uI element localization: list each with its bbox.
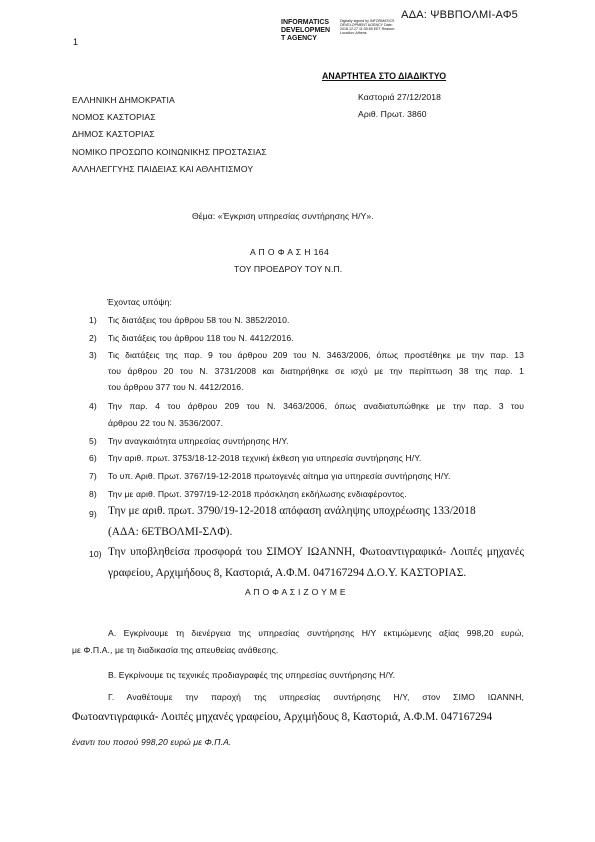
list-item: Το υπ. Αριθ. Πρωτ. 3767/19-12-2018 πρωτογενές αίτημα για υπηρεσία συντήρησης Η/Υ.: [108, 471, 451, 481]
publish-note: ΑΝΑΡΤΗΤΕΑ ΣΤΟ ΔΙΑΔΙΚΤΥΟ: [322, 71, 447, 81]
list-item-continued: γραφείου, Αρχιμήδους 8, Καστοριά, Α.Φ.Μ. 047167294 Δ.Ο.Υ. ΚΑΣΤΟΡΙΑΣ.: [108, 567, 467, 579]
paragraph-b: Β. Εγκρίνουμε τις τεχνικές προδιαγραφές της υπηρεσίας συντήρησης Η/Υ.: [108, 670, 396, 680]
issuer-line: ΝΟΜΙΚΟ ΠΡΟΣΩΠΟ ΚΟΙΝΩΝΙΚΗΣ ΠΡΟΣΤΑΣΙΑΣ: [72, 146, 267, 157]
list-item: Την παρ. 4 του άρθρου 209 του Ν. 3463/2006, όπως αναδιατυπώθηκε με την παρ. 3 του: [108, 401, 524, 411]
item-number: 2): [89, 333, 97, 343]
item-number: 10): [89, 549, 102, 559]
item-number: 4): [89, 401, 97, 411]
issuer-line: ΑΛΛΗΛΕΓΓΥΗΣ ΠΑΙΔΕΙΑΣ ΚΑΙ ΑΘΛΗΤΙΣΜΟΥ: [72, 163, 254, 174]
signature-organization: INFORMATICS DEVELOPMEN T AGENCY: [281, 19, 331, 42]
protocol-line: Αριθ. Πρωτ. 3860: [358, 109, 427, 119]
issuer-line: ΔΗΜΟΣ ΚΑΣΤΟΡΙΑΣ: [72, 129, 155, 140]
list-item: Την υποβληθείσα προσφορά του ΣΙΜΟΥ ΙΩΑΝΝΗ, Φωτοαντιγραφικά- Λοιπές μηχανές: [108, 546, 524, 558]
having-considered: Έχοντας υπόψη:: [107, 297, 172, 307]
list-item-continued: άρθρου 22 του Ν. 3536/2007.: [108, 418, 224, 428]
list-item-continued: (ΑΔΑ: 6ΕΤΒΟΛΜΙ-ΣΛΦ).: [108, 526, 233, 538]
item-number: 8): [89, 489, 97, 499]
paragraph-c-continued: Φωτοαντιγραφικά- Λοιπές μηχανές γραφείου, Αρχιμήδους 8, Καστοριά, Α.Φ.Μ. 047167294: [72, 711, 493, 723]
item-number: 1): [89, 315, 97, 325]
date-line: Καστοριά 27/12/2018: [358, 92, 442, 102]
decision-subtitle: ΤΟΥ ΠΡΟΕΔΡΟΥ ΤΟΥ Ν.Π.: [234, 264, 343, 274]
paragraph-a-continued: με Φ.Π.Α., με τη διαδικασία της απευθείας ανάθεσης.: [72, 645, 279, 655]
list-item-continued: του άρθρου 20 του Ν. 3731/2008 και διατηρήθηκε σε ισχύ με την περίπτωση 38 της παρ. 1: [108, 366, 524, 376]
page-number: 1: [73, 37, 79, 47]
signature-details: Digitally signed by INFORMATICS DEVELOPMENT AGENCY Date: 2018.12.27 11:35:55 EET Reason: Location: Athens: [340, 19, 396, 35]
item-number: 3): [89, 350, 97, 360]
decision-title: Α Π Ο Φ Α Σ Η 164: [250, 247, 330, 257]
paragraph-c-continued: έναντι του ποσού 998,20 ευρώ με Φ.Π.Α.: [72, 737, 232, 747]
we-decide-heading: Α Π Ο Φ Α Σ Ι Ζ Ο Υ Μ Ε: [245, 587, 346, 597]
paragraph-a: Α. Εγκρίνουμε τη διενέργεια της υπηρεσίας συντήρησης Η/Υ εκτιμώμενης αξίας 998,20 ευρώ,: [108, 628, 524, 638]
issuer-block: [72, 92, 267, 178]
item-number: 6): [89, 453, 97, 463]
issuer-line: ΝΟΜΟΣ ΚΑΣΤΟΡΙΑΣ: [72, 112, 156, 123]
item-number: 7): [89, 471, 97, 481]
list-item: Την αριθ. πρωτ. 3753/18-12-2018 τεχνική έκθεση για υπηρεσία συντήρησης Η/Υ.: [108, 453, 422, 463]
list-item: Την με αριθ. Πρωτ. 3797/19-12-2018 πρόσκληση εκδήλωσης ενδιαφέροντος.: [108, 489, 407, 499]
digital-signature-stamp: [281, 19, 400, 43]
list-item: Τις διατάξεις της παρ. 9 του άρθρου 209 του Ν. 3463/2006, όπως προστέθηκε με την παρ. 13: [108, 350, 524, 360]
subject: Θέμα: «Έγκριση υπηρεσίας συντήρησης Η/Υ».: [192, 211, 374, 221]
issuer-line: ΕΛΛΗΝΙΚΗ ΔΗΜΟΚΡΑΤΙΑ: [72, 95, 175, 105]
list-item: Την αναγκαιότητα υπηρεσίας συντήρησης Η/Υ.: [108, 436, 289, 446]
item-number: 5): [89, 436, 97, 446]
list-item-continued: του άρθρου 377 του Ν. 4412/2016.: [108, 382, 244, 392]
item-number: 9): [89, 509, 97, 519]
paragraph-c: Γ. Αναθέτουμε την παροχή της υπηρεσίας συντήρησης Η/Υ, στον ΣΙΜΟ ΙΩΑΝΝΗ,: [108, 692, 524, 702]
ada-code: ΑΔΑ: ΨΒΒΠΟΛΜΙ-ΑΦ5: [401, 9, 518, 21]
list-item: Τις διατάξεις του άρθρου 118 του Ν. 4412/2016.: [108, 333, 294, 343]
list-item: Τις διατάξεις του άρθρου 58 του Ν. 3852/2010.: [108, 315, 290, 325]
list-item: Την με αριθ. πρωτ. 3790/19-12-2018 απόφαση ανάληψης υποχρέωσης 133/2018: [108, 505, 476, 517]
